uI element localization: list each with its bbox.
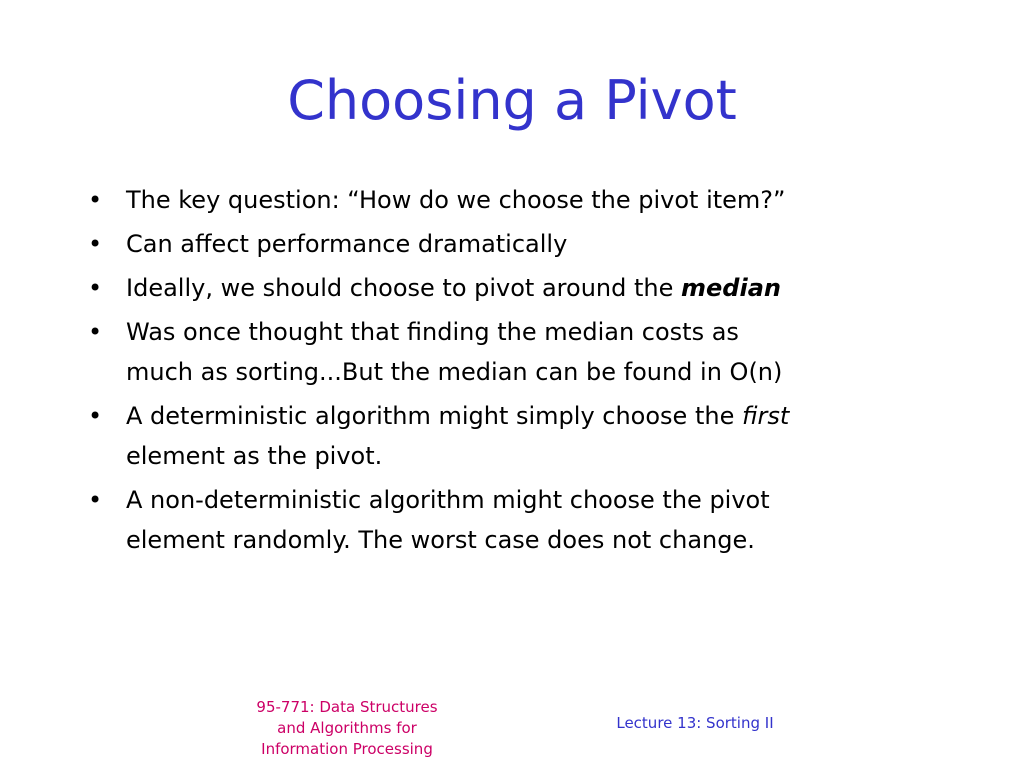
bullet-marker: • [88,486,103,514]
bullet-marker: • [88,230,103,258]
bullet-marker: • [88,186,103,214]
bullet-item [86,312,946,392]
emphasized-term: first [741,402,790,430]
slide-title: Choosing a Pivot [287,69,737,132]
bullet-text-line: element randomly. The worst case does not change. [126,526,755,554]
bullet-item [86,480,946,560]
course-footer-line: Information Processing [261,740,433,758]
bullet-item [86,268,946,308]
emphasized-term: median [681,274,781,302]
bullet-text-segment: Ideally, we should choose to pivot around the [126,274,681,302]
course-footer-line: and Algorithms for [277,719,417,737]
bullet-text [126,268,946,308]
bullet-text-line: much as sorting...But the median can be found in O(n) [126,358,783,386]
course-footer [238,697,456,760]
bullet-list [86,180,946,564]
bullet-text-line: Was once thought that finding the median costs as [126,318,739,346]
bullet-marker: • [88,402,103,430]
bullet-text-segment: The key question: “How do we choose the pivot item?” [126,186,786,214]
bullet-marker: • [88,318,103,346]
bullet-text-line [126,396,946,436]
bullet-text-line: element as the pivot. [126,442,383,470]
bullet-text [126,224,946,264]
bullet-item [86,180,946,220]
bullet-item [86,396,946,476]
bullet-text [126,180,946,220]
bullet-text-line: A non-deterministic algorithm might choose the pivot [126,486,770,514]
bullet-item [86,224,946,264]
bullet-text-segment: A deterministic algorithm might simply choose the [126,402,742,430]
bullet-text-segment: Can affect performance dramatically [126,230,568,258]
bullet-marker: • [88,274,103,302]
course-footer-line: 95-771: Data Structures [256,698,438,716]
lecture-footer: Lecture 13: Sorting II [616,714,774,732]
